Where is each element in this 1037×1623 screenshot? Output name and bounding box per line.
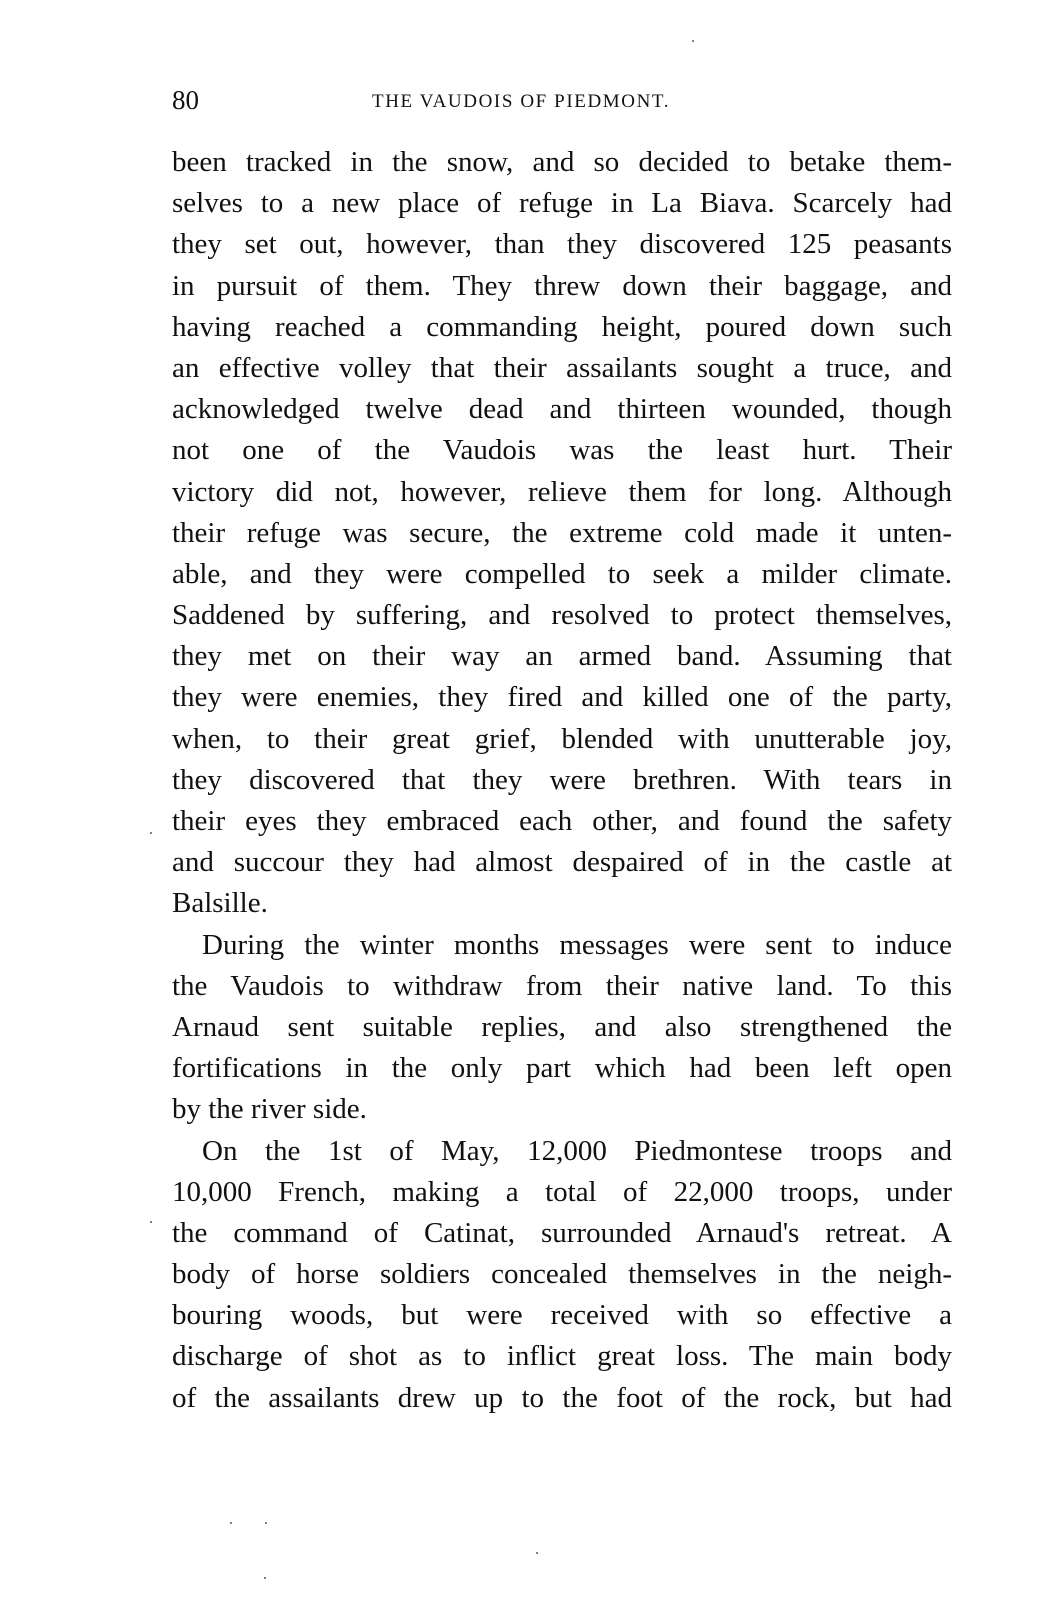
text-line: Saddened by suffering, and resolved to protect themselves, [172, 599, 952, 632]
text-line: the command of Catinat, surrounded Arnaud's retreat. A [172, 1216, 952, 1249]
text-line: having reached a commanding height, poured down such [172, 310, 952, 343]
scan-speck [150, 1221, 152, 1223]
text-line: they were enemies, they fired and killed one of the party, [172, 681, 952, 714]
paragraph-2 [172, 925, 952, 1131]
text-line: they met on their way an armed band. Assuming that [172, 640, 952, 673]
text-line: their refuge was secure, the extreme cold made it unten- [172, 516, 952, 549]
text-line: bouring woods, but were received with so effective a [172, 1299, 952, 1332]
scan-speck [265, 1522, 267, 1524]
scan-speck [230, 1522, 232, 1524]
running-title: THE VAUDOIS OF PIEDMONT. [372, 91, 671, 112]
text-line: able, and they were compelled to seek a milder climate. [172, 557, 952, 590]
body-text [172, 142, 952, 1419]
text-line: victory did not, however, relieve them for long. Although [172, 475, 952, 508]
scan-speck [536, 1552, 538, 1554]
text-line: body of horse soldiers concealed themselves in the neigh- [172, 1258, 952, 1291]
text-line: they discovered that they were brethren. With tears in [172, 763, 952, 796]
text-line: Arnaud sent suitable replies, and also strengthened the [172, 1010, 952, 1043]
text-line: selves to a new place of refuge in La Biava. Scarcely had [172, 187, 952, 220]
page-number: 80 [172, 85, 199, 115]
text-line: and succour they had almost despaired of in the castle at [172, 846, 952, 879]
running-head [172, 83, 952, 117]
text-line: fortifications in the only part which had been left open [172, 1052, 952, 1085]
text-line: Balsille. [172, 887, 268, 920]
scan-speck [264, 1577, 266, 1579]
paragraph-3 [172, 1131, 952, 1419]
paragraph-1 [172, 142, 952, 925]
text-line: On the 1st of May, 12,000 Piedmontese troops and [202, 1134, 952, 1167]
text-line: been tracked in the snow, and so decided to betake them- [172, 146, 952, 178]
scan-speck [692, 40, 694, 42]
text-line: 10,000 French, making a total of 22,000 troops, under [172, 1175, 952, 1208]
scan-speck [150, 832, 152, 834]
text-line: During the winter months messages were sent to induce [202, 928, 952, 961]
text-line: they set out, however, than they discovered 125 peasants [172, 228, 952, 261]
text-line: not one of the Vaudois was the least hurt. Their [172, 434, 952, 467]
text-line: their eyes they embraced each other, and found the safety [172, 805, 952, 837]
text-line: an effective volley that their assailants sought a truce, and [172, 351, 952, 384]
text-line: of the assailants drew up to the foot of the rock, but had [172, 1381, 952, 1414]
text-line: by the river side. [172, 1093, 367, 1126]
text-line: acknowledged twelve dead and thirteen wounded, though [172, 393, 952, 426]
text-line: when, to their great grief, blended with unutterable joy, [172, 722, 952, 755]
text-line: in pursuit of them. They threw down their baggage, and [172, 269, 952, 302]
text-line: the Vaudois to withdraw from their native land. To this [172, 969, 952, 1002]
text-line: discharge of shot as to inflict great loss. The main body [172, 1340, 952, 1373]
